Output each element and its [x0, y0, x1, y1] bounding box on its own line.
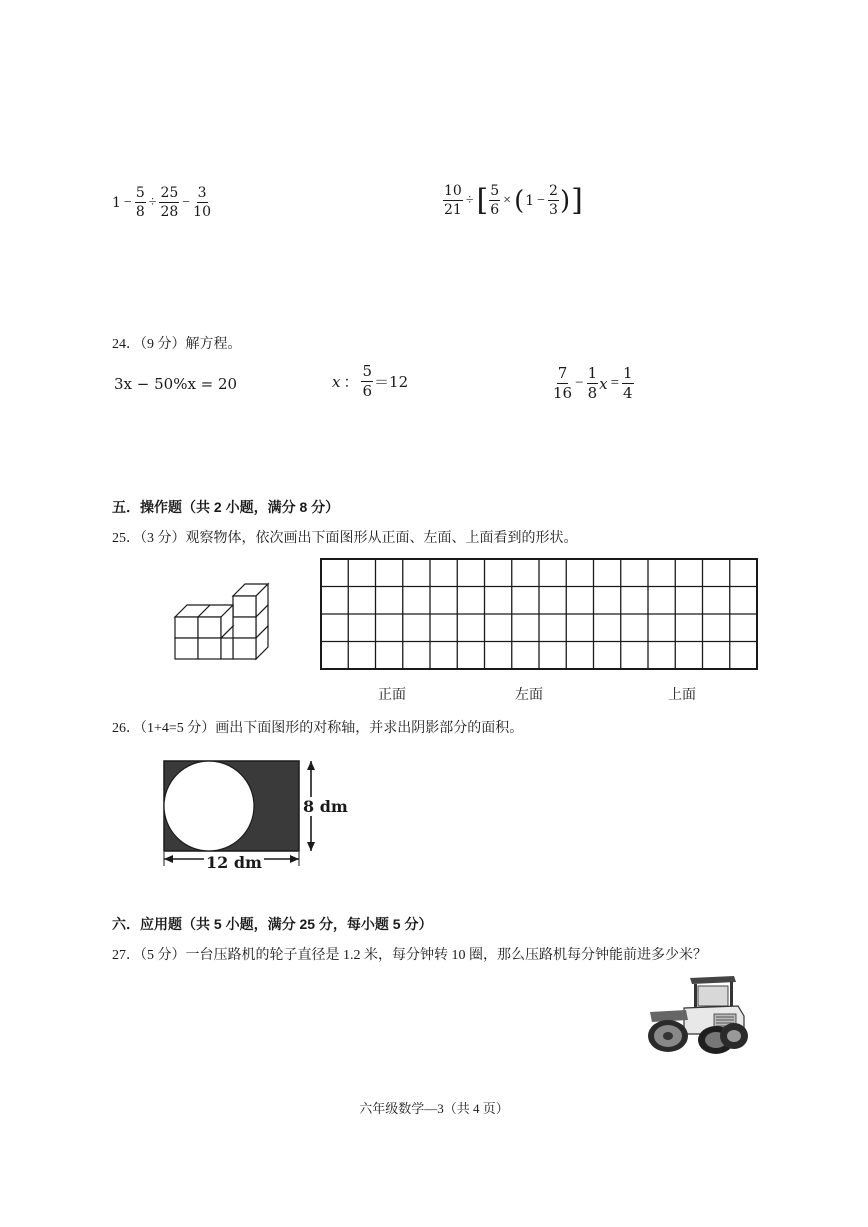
operator: − — [123, 194, 132, 210]
fraction: $\frac{5}{6}$ — [490, 183, 500, 218]
expression-right — [443, 184, 583, 217]
page-footer: 六年级数学—3（共 4 页） — [359, 1101, 509, 1116]
road-roller-illustration — [644, 972, 752, 1056]
operator: − — [537, 192, 546, 208]
equation-1: 3x − 50%x = 20 — [114, 375, 238, 393]
fraction: $\frac{1}{8}$ — [587, 364, 598, 402]
fraction: $\frac{2}{3}$ — [549, 183, 558, 218]
fraction: $\frac{5}{6}$ — [362, 362, 373, 400]
width-label: 12 dm — [206, 853, 262, 872]
height-label: 8 dm — [303, 797, 348, 816]
fraction: $\frac{1}{4}$ — [623, 364, 633, 402]
fraction: $\frac{5}{8}$ — [135, 185, 145, 220]
operator: ÷ — [465, 192, 474, 208]
question-25-title: 25．（3 分）观察物体，依次画出下面图形从正面、左面、上面看到的形状。 — [112, 531, 578, 546]
answer-grid — [320, 558, 758, 670]
operator: − — [182, 194, 191, 210]
left-bracket: [ — [476, 182, 489, 218]
fraction: $\frac{10}{21}$ — [444, 183, 462, 218]
fraction: $\frac{25}{28}$ — [160, 185, 179, 220]
operator: × — [503, 192, 512, 208]
question-27-title: 27．（5 分）一台压路机的轮子直径是 1.2 米，每分钟转 10 圈，那么压路机每分钟能前进多少米？ — [112, 948, 707, 963]
section-5-heading: 五．操作题（共 2 小题，满分 8 分） — [112, 499, 340, 515]
question-26-title: 26．（1+4=5 分）画出下面图形的对称轴，并求出阴影部分的面积。 — [112, 721, 524, 736]
expression-left — [112, 186, 211, 219]
fraction: $\frac{3}{10}$ — [193, 185, 211, 220]
right-paren: ) — [559, 185, 571, 216]
equation-2: x ： $\frac{5}{6}$ ＝12 — [332, 362, 409, 400]
left-paren: ( — [514, 185, 525, 216]
cube-stack-figure — [170, 578, 275, 670]
question-24-title: 24．（9 分）解方程。 — [112, 337, 242, 352]
label-front: 正面 — [378, 688, 406, 703]
number: 1 — [525, 192, 535, 209]
operator: ÷ — [148, 194, 157, 210]
label-left: 左面 — [515, 688, 543, 703]
fraction: $\frac{7}{16}$ — [553, 364, 573, 402]
equation-3: $\frac{7}{16}$ − $\frac{1}{8}$ x = $\frac{1}{4}$ — [553, 364, 633, 402]
number: 1 — [112, 194, 121, 211]
section-6-heading: 六．应用题（共 5 小题，满分 25 分，每小题 5 分） — [112, 916, 433, 932]
right-bracket: ] — [571, 182, 583, 218]
label-top: 上面 — [668, 688, 696, 703]
